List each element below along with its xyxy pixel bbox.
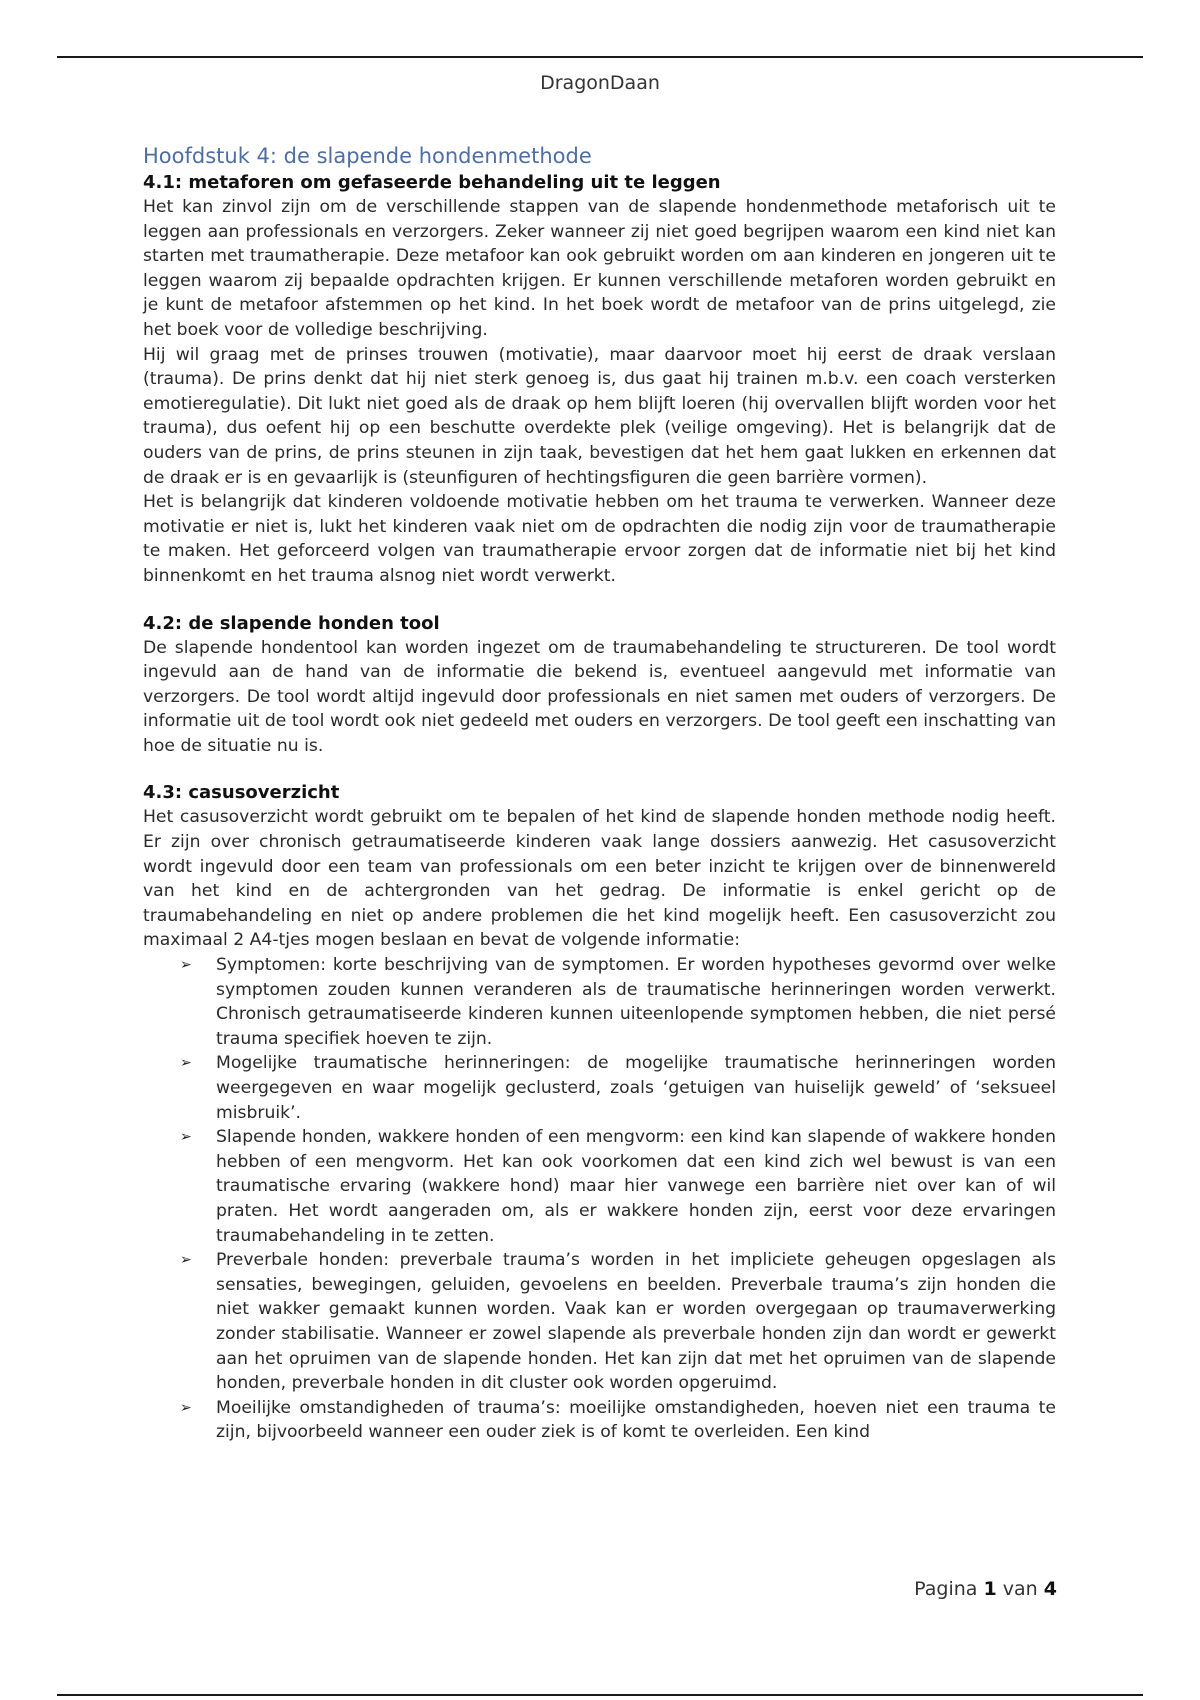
- page-number-middle: van: [1002, 1578, 1038, 1600]
- list-item: [180, 1125, 1056, 1248]
- section-heading-4-3: 4.3: casusoverzicht: [143, 782, 340, 804]
- paragraph: Het is belangrijk dat kinderen voldoende motivatie hebben om het trauma te verwerken. Wanneer deze motivatie er niet is, lukt het kinderen vaak niet om de opdrachten die nodig zijn voor de traumatherapie te maken. Het geforceerd volgen van traumatherapie ervoor zorgen dat de informatie niet bij het kind binnenkomt en het trauma alsnog niet wordt verwerkt.: [143, 492, 1056, 586]
- page-number-prefix: Pagina: [914, 1578, 978, 1600]
- chapter-title: Hoofdstuk 4: de slapende hondenmethode: [143, 144, 592, 168]
- list-item: [180, 1051, 1056, 1125]
- paragraph: Het casusoverzicht wordt gebruikt om te bepalen of het kind de slapende honden methode nodig heeft. Er zijn over chronisch getraumatiseerde kinderen vaak lange dossiers aanwezig. Het casusoverzicht wordt ingevuld door een team van professionals om een beter inzicht te krijgen over de binnenwereld van het kind en de achtergronden van het gedrag. De informatie is enkel gericht op de traumabehandeling en niet op andere problemen die het kind mogelijk heeft. Een casusoverzicht zou maximaal 2 A4-tjes mogen beslaan en bevat de volgende informatie:: [143, 807, 1056, 951]
- arrowhead-bullet-icon: ➢: [180, 1252, 192, 1269]
- document-body: [143, 142, 1056, 1445]
- list-item: [180, 1248, 1056, 1396]
- list-item: [180, 1396, 1056, 1445]
- paragraph: Het kan zinvol zijn om de verschillende stappen van de slapende hondenmethode metaforisch uit te leggen aan professionals en verzorgers. Zeker wanneer zij niet goed begrijpen waarom een kind niet kan starten met traumatherapie. Deze metafoor kan ook gebruikt worden om aan kinderen en jongeren uit te leggen waarom zij bepaalde opdrachten krijgen. Er kunnen verschillende metaforen worden gebruikt en je kunt de metafoor afstemmen op het kind. In het boek wordt de metafoor van de prins uitgelegd, zie het boek voor de volledige beschrijving.: [143, 197, 1056, 340]
- header-author: DragonDaan: [540, 72, 660, 94]
- arrowhead-bullet-icon: ➢: [180, 957, 192, 974]
- paragraph: De slapende hondentool kan worden ingezet om de traumabehandeling te structureren. De tool wordt ingevuld aan de hand van de informatie die bekend is, eventueel aangevuld met informatie van verzorgers. De tool wordt altijd ingevuld door professionals en niet samen met ouders of verzorgers. De informatie uit de tool wordt ook niet gedeeld met ouders en verzorgers. De tool geeft een inschatting van hoe de situatie nu is.: [143, 637, 1056, 756]
- list-item-text: Slapende honden, wakkere honden of een mengvorm: een kind kan slapende of wakkere honden hebben of een mengvorm. Het kan ook voorkomen dat een kind zich wel bewust is van een traumatische ervaring (wakkere hond) maar hier vanwege een barrière niet over kan of wil praten. Het wordt aangeraden om, als er wakkere honden zijn, eerst voor deze ervaringen traumabehandeling in te zetten.: [216, 1127, 1056, 1246]
- list-item: [180, 953, 1056, 1051]
- section-spacer: [143, 589, 1056, 611]
- header-rule: [57, 56, 1143, 58]
- section-heading-4-1: 4.1: metaforen om gefaseerde behandeling uit te leggen: [143, 172, 721, 193]
- page-number: [914, 1578, 1057, 1600]
- list-item-text: Mogelijke traumatische herinneringen: de mogelijke traumatische herinneringen worden weergegeven en waar mogelijk geclusterd, zoals ‘getuigen van huiselijk geweld’ of ‘seksueel misbruik’.: [216, 1053, 1056, 1123]
- page-number-current: 1: [983, 1578, 997, 1600]
- paragraph: Hij wil graag met de prinses trouwen (motivatie), maar daarvoor moet hij eerst de draak verslaan (trauma). De prins denkt dat hij niet sterk genoeg is, dus gaat hij trainen m.b.v. een coach versterken emotieregulatie). Dit lukt niet goed als de draak op hem blijft loeren (hij overvallen blijft worden voor het trauma), dus oefent hij op een beschutte overdekte plek (veilige omgeving). Het is belangrijk dat de ouders van de prins, de prins steunen in zijn taak, bevestigen dat het hem gaat lukken en erkennen dat de draak er is en gevaarlijk is (steunfiguren of hechtingsfiguren die geen barrière vormen).: [143, 344, 1056, 488]
- footer-rule: [57, 1694, 1143, 1696]
- page-number-total: 4: [1043, 1578, 1057, 1600]
- section-heading-4-2: 4.2: de slapende honden tool: [143, 612, 440, 634]
- list-item-text: Moeilijke omstandigheden of trauma’s: moeilijke omstandigheden, hoeven niet een trauma te zijn, bijvoorbeeld wanneer een ouder ziek is of komt te overleiden. Een kind: [216, 1397, 1056, 1443]
- arrowhead-bullet-icon: ➢: [180, 1399, 192, 1416]
- arrowhead-bullet-icon: ➢: [180, 1129, 192, 1146]
- arrowhead-bullet-icon: ➢: [180, 1055, 192, 1072]
- section-spacer: [143, 758, 1056, 780]
- info-bullet-list: [143, 953, 1056, 1445]
- list-item-text: Preverbale honden: preverbale trauma’s worden in het impliciete geheugen opgeslagen als sensaties, bewegingen, geluiden, gevoelens en beelden. Preverbale trauma’s zijn honden die niet wakker gemaakt kunnen worden. Vaak kan er worden overgegaan op traumaverwerking zonder stabilisatie. Wanneer er zowel slapende als preverbale honden zijn dan wordt er gewerkt aan het opruimen van de slapende honden. Het kan zijn dat met het opruimen van de slapende honden, preverbale honden in dit cluster ook worden opgeruimd.: [216, 1250, 1056, 1394]
- list-item-text: Symptomen: korte beschrijving van de symptomen. Er worden hypotheses gevormd over welke symptomen zouden kunnen veranderen als de traumatische herinneringen worden verwerkt. Chronisch getraumatiseerde kinderen kunnen uiteenlopende symptomen hebben, die niet persé trauma specifiek hoeven te zijn.: [216, 955, 1056, 1049]
